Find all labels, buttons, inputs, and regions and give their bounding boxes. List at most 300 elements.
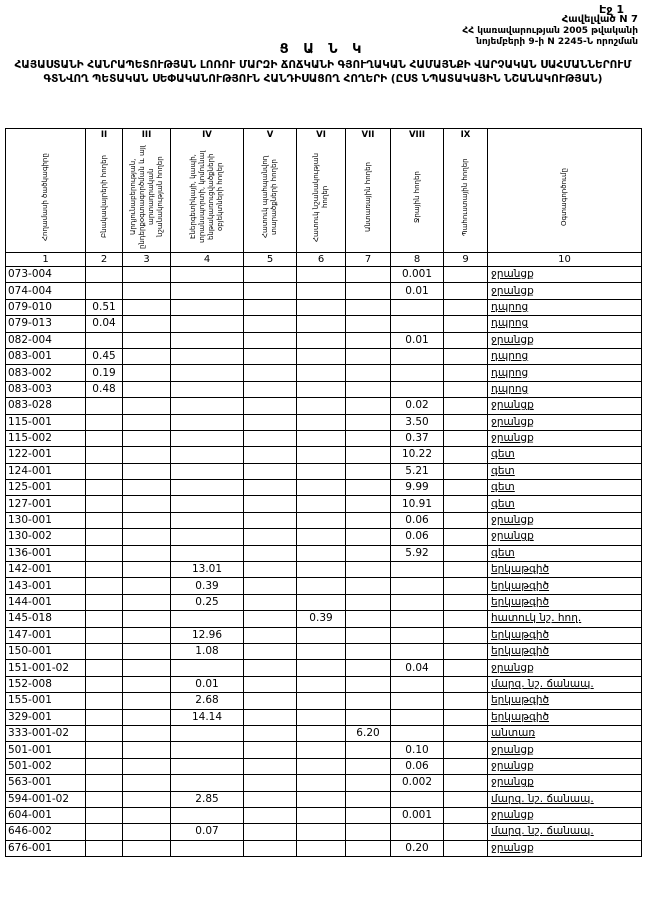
code-cell: 130-001 [6, 512, 86, 528]
value-cell [346, 758, 391, 774]
value-cell [171, 611, 244, 627]
value-cell [391, 578, 444, 594]
value-cell: 0.48 [86, 381, 123, 397]
value-cell [123, 840, 171, 856]
value-cell [86, 332, 123, 348]
value-cell [297, 709, 346, 725]
use-label: դպրոց [491, 366, 529, 379]
value-cell [391, 348, 444, 364]
use-label: երկաթգիծ [491, 579, 550, 592]
value-cell [346, 447, 391, 463]
value-cell [444, 775, 488, 791]
value-cell [123, 758, 171, 774]
use-label: ջրանցք [491, 841, 534, 854]
use-cell [488, 709, 642, 725]
use-cell [488, 381, 642, 397]
code-cell: 646-002 [6, 824, 86, 840]
value-cell [86, 447, 123, 463]
column-numeral: V [266, 130, 274, 140]
code-cell: 079-010 [6, 299, 86, 315]
value-cell [86, 824, 123, 840]
code-cell: 115-002 [6, 430, 86, 446]
value-cell [346, 332, 391, 348]
value-cell: 0.02 [391, 398, 444, 414]
code-cell: 604-001 [6, 807, 86, 823]
value-cell: 0.39 [297, 611, 346, 627]
value-cell [86, 283, 123, 299]
table-row [6, 348, 642, 364]
value-cell [297, 545, 346, 561]
column-index: 7 [346, 253, 391, 267]
value-cell [244, 611, 297, 627]
value-cell: 0.07 [171, 824, 244, 840]
value-cell [444, 578, 488, 594]
value-cell [123, 430, 171, 446]
value-cell [297, 775, 346, 791]
table-row [6, 267, 642, 283]
use-label: ջրանցք [491, 284, 534, 297]
use-label: երկաթգիծ [491, 628, 550, 641]
value-cell [297, 283, 346, 299]
value-cell [346, 611, 391, 627]
code-cell: 676-001 [6, 840, 86, 856]
use-cell [488, 660, 642, 676]
value-cell [86, 578, 123, 594]
use-label: մարզ. նշ. ճանապ. [491, 825, 594, 838]
use-label: դպրոց [491, 350, 529, 363]
value-cell [346, 496, 391, 512]
appendix-line-2: ՀՀ կառավարության 2005 թվականի [462, 26, 638, 36]
table-row [6, 611, 642, 627]
value-cell [444, 807, 488, 823]
value-cell [86, 529, 123, 545]
value-cell [123, 709, 171, 725]
column-header-label: Հատուկ պահպանվող տարածքների հողեր [261, 155, 278, 238]
value-cell: 14.14 [171, 709, 244, 725]
column-header-7 [346, 129, 391, 253]
value-cell [123, 480, 171, 496]
value-cell [444, 496, 488, 512]
code-cell: 143-001 [6, 578, 86, 594]
value-cell [391, 562, 444, 578]
value-cell [297, 512, 346, 528]
value-cell [171, 299, 244, 315]
value-cell [123, 578, 171, 594]
table-row [6, 676, 642, 692]
value-cell [244, 709, 297, 725]
value-cell: 0.19 [86, 365, 123, 381]
code-cell: 083-028 [6, 398, 86, 414]
value-cell: 2.85 [171, 791, 244, 807]
value-cell [171, 332, 244, 348]
value-cell [171, 447, 244, 463]
value-cell [444, 824, 488, 840]
value-cell [86, 480, 123, 496]
value-cell: 0.001 [391, 807, 444, 823]
column-index: 8 [391, 253, 444, 267]
value-cell [244, 447, 297, 463]
value-cell: 0.04 [86, 316, 123, 332]
value-cell [346, 807, 391, 823]
value-cell [171, 529, 244, 545]
value-cell [123, 463, 171, 479]
table-row [6, 840, 642, 856]
column-numeral: IV [202, 130, 212, 140]
code-cell: 127-001 [6, 496, 86, 512]
value-cell [244, 283, 297, 299]
value-cell [297, 447, 346, 463]
code-cell: 082-004 [6, 332, 86, 348]
use-label: մարզ. նշ. ճանապ. [491, 792, 594, 805]
value-cell: 9.99 [391, 480, 444, 496]
value-cell [346, 627, 391, 643]
code-cell: 147-001 [6, 627, 86, 643]
value-cell [244, 578, 297, 594]
value-cell [86, 660, 123, 676]
value-cell: 0.06 [391, 512, 444, 528]
value-cell [297, 348, 346, 364]
document-subtitle: ՀԱՅԱՍՏԱՆԻ ՀԱՆՐԱՊԵՏՈՒԹՅԱՆ ԼՈՌՈՒ ՄԱՐԶԻ ՃՈՃԿԱՆԻ ԳՅՈՒՂԱԿԱՆ ՀԱՄԱՅՆՔԻ ՎԱՐՉԱԿԱՆ ՍԱՀՄԱՆՆԵՐՈՒՄ ԳՏՆՎՈՂ ՊԵՏԱԿԱՆ ՍԵՓԱԿԱՆՈՒԹՅՈՒՆ ՀԱՆԴԻՍԱՑՈՂ ՀՈՂԵՐԻ (ԸՍՏ ՆՊԱՏԱԿԱՅԻՆ ՆՇԱՆԱԿՈՒԹՅԱՆ) [14, 59, 632, 85]
use-cell [488, 332, 642, 348]
value-cell [346, 840, 391, 856]
value-cell [244, 529, 297, 545]
value-cell [297, 398, 346, 414]
value-cell: 5.92 [391, 545, 444, 561]
value-cell [86, 398, 123, 414]
value-cell [297, 480, 346, 496]
table-row [6, 643, 642, 659]
use-cell [488, 365, 642, 381]
value-cell [123, 496, 171, 512]
value-cell [444, 365, 488, 381]
value-cell [171, 283, 244, 299]
column-numeral: VIII [408, 130, 426, 140]
code-cell: 079-013 [6, 316, 86, 332]
use-cell [488, 398, 642, 414]
value-cell [444, 742, 488, 758]
value-cell [346, 348, 391, 364]
value-cell [297, 758, 346, 774]
value-cell [297, 562, 346, 578]
value-cell [123, 316, 171, 332]
use-cell [488, 496, 642, 512]
column-header-label: Բնակավայրերի հողեր [99, 155, 108, 238]
column-header-3 [123, 129, 171, 253]
code-cell: 124-001 [6, 463, 86, 479]
value-cell [171, 775, 244, 791]
use-cell [488, 627, 642, 643]
value-cell [444, 267, 488, 283]
value-cell [297, 496, 346, 512]
use-label: անտառ [491, 727, 536, 740]
use-label: դպրոց [491, 300, 529, 313]
use-cell [488, 578, 642, 594]
use-label: ջրանցք [491, 776, 534, 789]
use-label: ջրանցք [491, 514, 534, 527]
use-label: ջրանցք [491, 759, 534, 772]
value-cell: 0.51 [86, 299, 123, 315]
table-row [6, 725, 642, 741]
use-cell [488, 447, 642, 463]
table-row [6, 398, 642, 414]
use-cell [488, 791, 642, 807]
value-cell [123, 332, 171, 348]
value-cell [123, 775, 171, 791]
value-cell [86, 545, 123, 561]
value-cell [244, 545, 297, 561]
column-index: 10 [488, 253, 642, 267]
value-cell [244, 693, 297, 709]
table-row [6, 480, 642, 496]
table-row [6, 627, 642, 643]
value-cell [391, 791, 444, 807]
code-cell: 130-002 [6, 529, 86, 545]
value-cell [86, 594, 123, 610]
code-cell: 083-002 [6, 365, 86, 381]
value-cell: 0.001 [391, 267, 444, 283]
use-label: ջրանցք [491, 743, 534, 756]
value-cell [391, 611, 444, 627]
value-cell [171, 496, 244, 512]
code-cell: 115-001 [6, 414, 86, 430]
appendix-line-3: նոյեմբերի 9-ի N 2245-Ն որոշման [476, 37, 638, 47]
use-cell [488, 775, 642, 791]
value-cell [297, 430, 346, 446]
value-cell [391, 365, 444, 381]
use-label: ջրանցք [491, 333, 534, 346]
use-cell [488, 299, 642, 315]
value-cell [297, 299, 346, 315]
value-cell: 0.002 [391, 775, 444, 791]
value-cell [171, 742, 244, 758]
code-cell: 125-001 [6, 480, 86, 496]
use-cell [488, 742, 642, 758]
column-numeral [488, 129, 641, 142]
value-cell [244, 512, 297, 528]
value-cell [346, 693, 391, 709]
value-cell [86, 496, 123, 512]
value-cell [123, 807, 171, 823]
table-header [6, 129, 642, 267]
table-row [6, 693, 642, 709]
value-cell: 0.25 [171, 594, 244, 610]
value-cell [244, 430, 297, 446]
value-cell [171, 398, 244, 414]
value-cell [244, 725, 297, 741]
value-cell [346, 709, 391, 725]
use-cell [488, 414, 642, 430]
value-cell [171, 725, 244, 741]
use-label: ջրանցք [491, 432, 534, 445]
use-cell [488, 807, 642, 823]
value-cell [171, 840, 244, 856]
value-cell [171, 267, 244, 283]
page-number: Էջ 1 [599, 3, 624, 16]
value-cell [297, 316, 346, 332]
code-cell: 136-001 [6, 545, 86, 561]
column-numeral: IX [460, 130, 471, 140]
use-label: երկաթգիծ [491, 645, 550, 658]
value-cell: 0.20 [391, 840, 444, 856]
value-cell [123, 660, 171, 676]
use-label: ջրանցք [491, 415, 534, 428]
value-cell [123, 676, 171, 692]
column-header-label: Օգտագործումը [560, 167, 568, 226]
value-cell: 0.04 [391, 660, 444, 676]
value-cell [444, 594, 488, 610]
code-cell: 150-001 [6, 643, 86, 659]
column-header-label: Ջրային հողեր [412, 170, 421, 223]
table-row [6, 562, 642, 578]
column-index: 6 [297, 253, 346, 267]
value-cell [346, 742, 391, 758]
column-index: 2 [86, 253, 123, 267]
value-cell [346, 676, 391, 692]
use-cell [488, 758, 642, 774]
value-cell [123, 512, 171, 528]
value-cell [297, 660, 346, 676]
value-cell [297, 529, 346, 545]
value-cell: 0.37 [391, 430, 444, 446]
column-header-8 [391, 129, 444, 253]
use-label: գետ [491, 481, 515, 494]
use-label: գետ [491, 546, 515, 559]
column-header-label: Հողամասի ծածկագիրը [41, 152, 49, 241]
value-cell [244, 758, 297, 774]
value-cell: 0.06 [391, 529, 444, 545]
value-cell [391, 316, 444, 332]
value-cell [86, 414, 123, 430]
column-numeral [6, 129, 85, 142]
value-cell [444, 414, 488, 430]
value-cell [123, 627, 171, 643]
table-row [6, 299, 642, 315]
value-cell [346, 562, 391, 578]
value-cell [297, 742, 346, 758]
value-cell [123, 611, 171, 627]
code-cell: 083-001 [6, 348, 86, 364]
value-cell [297, 693, 346, 709]
column-numeral: VII [361, 130, 375, 140]
value-cell [391, 299, 444, 315]
use-label: ջրանցք [491, 661, 534, 674]
use-cell [488, 824, 642, 840]
value-cell [346, 430, 391, 446]
value-cell [346, 824, 391, 840]
value-cell [444, 643, 488, 659]
use-label: մարզ. նշ. ճանապ. [491, 677, 594, 690]
column-header-9 [444, 129, 488, 253]
column-header-label: Պահուստային հողեր [461, 157, 469, 236]
value-cell [391, 725, 444, 741]
value-cell [444, 480, 488, 496]
table-row [6, 545, 642, 561]
value-cell [444, 398, 488, 414]
use-cell [488, 840, 642, 856]
value-cell [123, 414, 171, 430]
use-cell [488, 529, 642, 545]
value-cell [391, 824, 444, 840]
value-cell [391, 643, 444, 659]
value-cell: 10.91 [391, 496, 444, 512]
value-cell [444, 840, 488, 856]
value-cell [244, 594, 297, 610]
table-row [6, 332, 642, 348]
value-cell [171, 512, 244, 528]
value-cell [86, 775, 123, 791]
use-cell [488, 430, 642, 446]
value-cell [297, 267, 346, 283]
use-label: հատուկ նշ. հող. [491, 612, 582, 625]
value-cell [171, 463, 244, 479]
value-cell [346, 398, 391, 414]
use-cell [488, 594, 642, 610]
value-cell [86, 758, 123, 774]
use-cell [488, 643, 642, 659]
value-cell [244, 480, 297, 496]
value-cell [244, 643, 297, 659]
value-cell [444, 381, 488, 397]
table-row [6, 775, 642, 791]
value-cell [86, 267, 123, 283]
value-cell [123, 381, 171, 397]
value-cell [244, 840, 297, 856]
table-row [6, 365, 642, 381]
value-cell [123, 791, 171, 807]
use-cell [488, 545, 642, 561]
value-cell [244, 381, 297, 397]
value-cell [444, 725, 488, 741]
value-cell [86, 807, 123, 823]
value-cell [444, 627, 488, 643]
value-cell [346, 283, 391, 299]
value-cell [123, 562, 171, 578]
column-numeral: II [100, 130, 108, 140]
value-cell [244, 267, 297, 283]
use-label: դպրոց [491, 317, 529, 330]
value-cell [86, 512, 123, 528]
value-cell [244, 824, 297, 840]
value-cell [391, 594, 444, 610]
table-row [6, 578, 642, 594]
value-cell [444, 316, 488, 332]
value-cell: 3.50 [391, 414, 444, 430]
table-row [6, 529, 642, 545]
use-cell [488, 480, 642, 496]
use-label: գետ [491, 464, 515, 477]
land-parcel-table [5, 128, 642, 857]
value-cell [444, 512, 488, 528]
table-row [6, 660, 642, 676]
value-cell [86, 840, 123, 856]
value-cell [297, 578, 346, 594]
column-index: 3 [123, 253, 171, 267]
code-cell: 074-004 [6, 283, 86, 299]
code-cell: 151-001-02 [6, 660, 86, 676]
value-cell [123, 824, 171, 840]
value-cell [346, 299, 391, 315]
value-cell [444, 545, 488, 561]
value-cell [86, 725, 123, 741]
column-index: 9 [444, 253, 488, 267]
value-cell [391, 709, 444, 725]
value-cell [244, 807, 297, 823]
use-label: երկաթգիծ [491, 694, 550, 707]
code-cell: 594-001-02 [6, 791, 86, 807]
use-label: գետ [491, 448, 515, 461]
column-header-1 [6, 129, 86, 253]
value-cell: 0.10 [391, 742, 444, 758]
